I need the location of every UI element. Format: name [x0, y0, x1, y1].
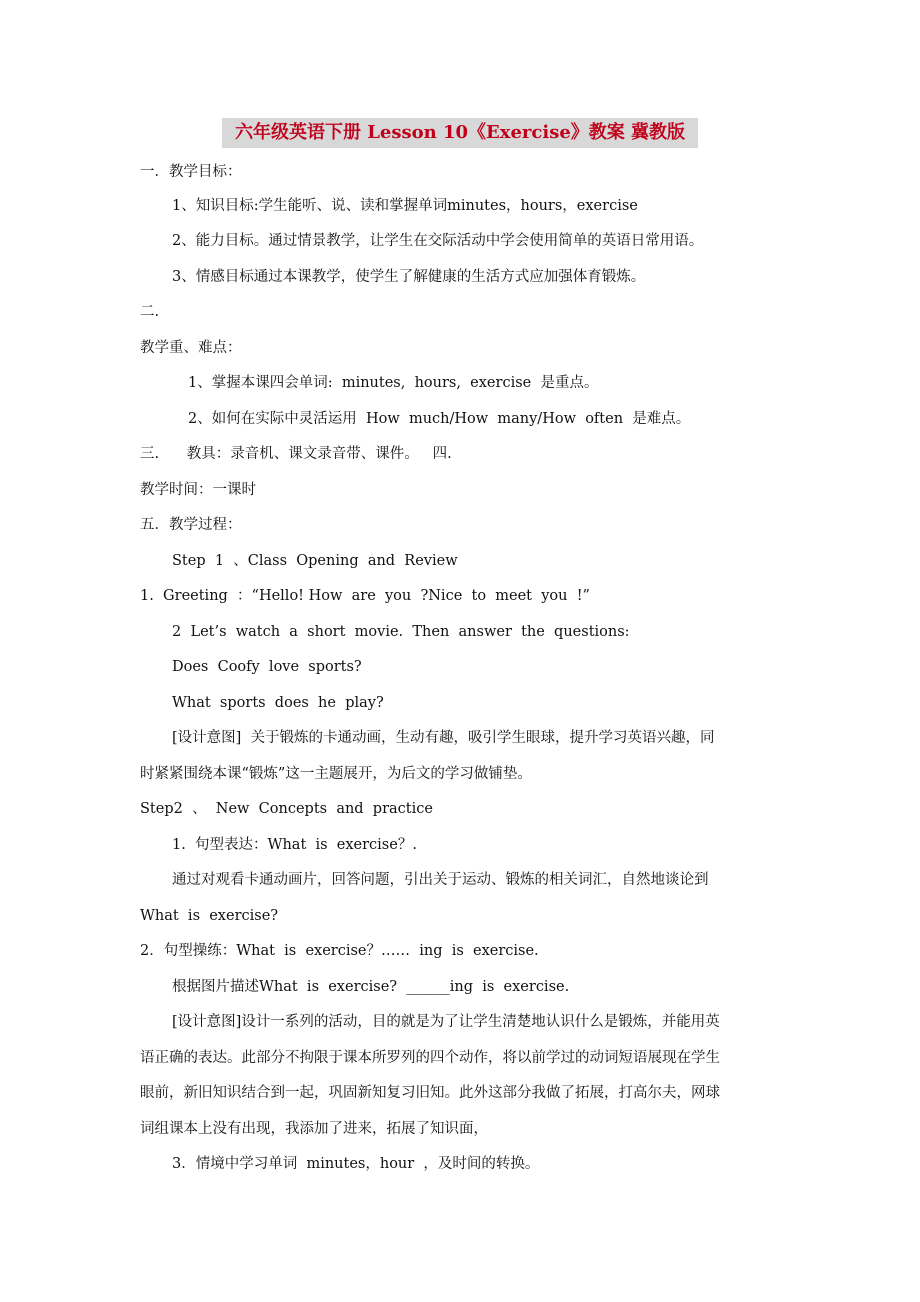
text-line: 语正确的表达。此部分不拘限于课本所罗列的四个动作，将以前学过的动词短语展现在学生 [140, 1050, 720, 1066]
text-line: [设计意图]设计一系列的活动，目的就是为了让学生清楚地认识什么是锻炼，并能用英 [172, 1014, 720, 1030]
text-line: 教学时间：一课时 [140, 482, 256, 498]
document-title: 六年级英语下册 Lesson 10《Exercise》教案 冀教版 [234, 122, 686, 143]
text-line: Step 1 、Class Opening and Review [172, 553, 458, 569]
text-line: 教学重、难点： [140, 340, 242, 356]
text-line: 五．教学过程： [140, 517, 242, 533]
text-line: 2．句型操练：What is exercise？…… ing is exercise. [140, 943, 539, 959]
text-line: 2、如何在实际中灵活运用 How much/How many/How often 是难点。 [188, 411, 691, 427]
text-line: 1. 句型表达：What is exercise？. [172, 837, 417, 853]
text-line: 1. Greeting ：“Hello! How are you ?Nice to meet you !” [140, 588, 590, 604]
text-line: [设计意图] 关于锻炼的卡通动画，生动有趣，吸引学生眼球，提升学习英语兴趣，同 [172, 730, 715, 746]
text-line: Step2 、 New Concepts and practice [140, 801, 433, 817]
text-line: 时紧紧围绕本课“锻炼”这一主题展开，为后文的学习做铺垫。 [140, 766, 532, 782]
text-line: 眼前，新旧知识结合到一起，巩固新知复习旧知。此外这部分我做了拓展，打高尔夫，网球 [140, 1085, 720, 1101]
text-line: 1、掌握本课四会单词: minutes, hours, exercise 是重点。 [188, 375, 599, 391]
text-line: Does Coofy love sports? [172, 659, 362, 675]
text-line: 2 Let’s watch a short movie. Then answer the questions: [172, 624, 630, 640]
text-line: 3．情境中学习单词 minutes，hour ，及时间的转换。 [172, 1156, 540, 1172]
text-line: 2、能力目标。通过情景教学，让学生在交际活动中学会使用简单的英语日常用语。 [172, 233, 704, 249]
text-line: 3、情感目标通过本课教学，使学生了解健康的生活方式应加强体育锻炼。 [172, 269, 646, 285]
text-line: 二. [140, 304, 160, 320]
text-line: 通过对观看卡通动画片，回答问题，引出关于运动、锻炼的相关词汇，自然地谈论到 [172, 872, 709, 888]
text-line: 三. 教具：录音机、课文录音带、课件。 四. [140, 446, 452, 462]
text-line: What is exercise? [140, 908, 279, 924]
text-line: What sports does he play? [172, 695, 384, 711]
document-title-box [222, 118, 698, 148]
text-line: 词组课本上没有出现，我添加了进来，拓展了知识面， [140, 1121, 488, 1137]
text-line: 1、知识目标:学生能听、说、读和掌握单词minutes，hours，exercise [172, 198, 638, 214]
text-line: 根据图片描述What is exercise? ______ing is exercise. [172, 979, 570, 995]
text-line: 一．教学目标： [140, 164, 242, 180]
